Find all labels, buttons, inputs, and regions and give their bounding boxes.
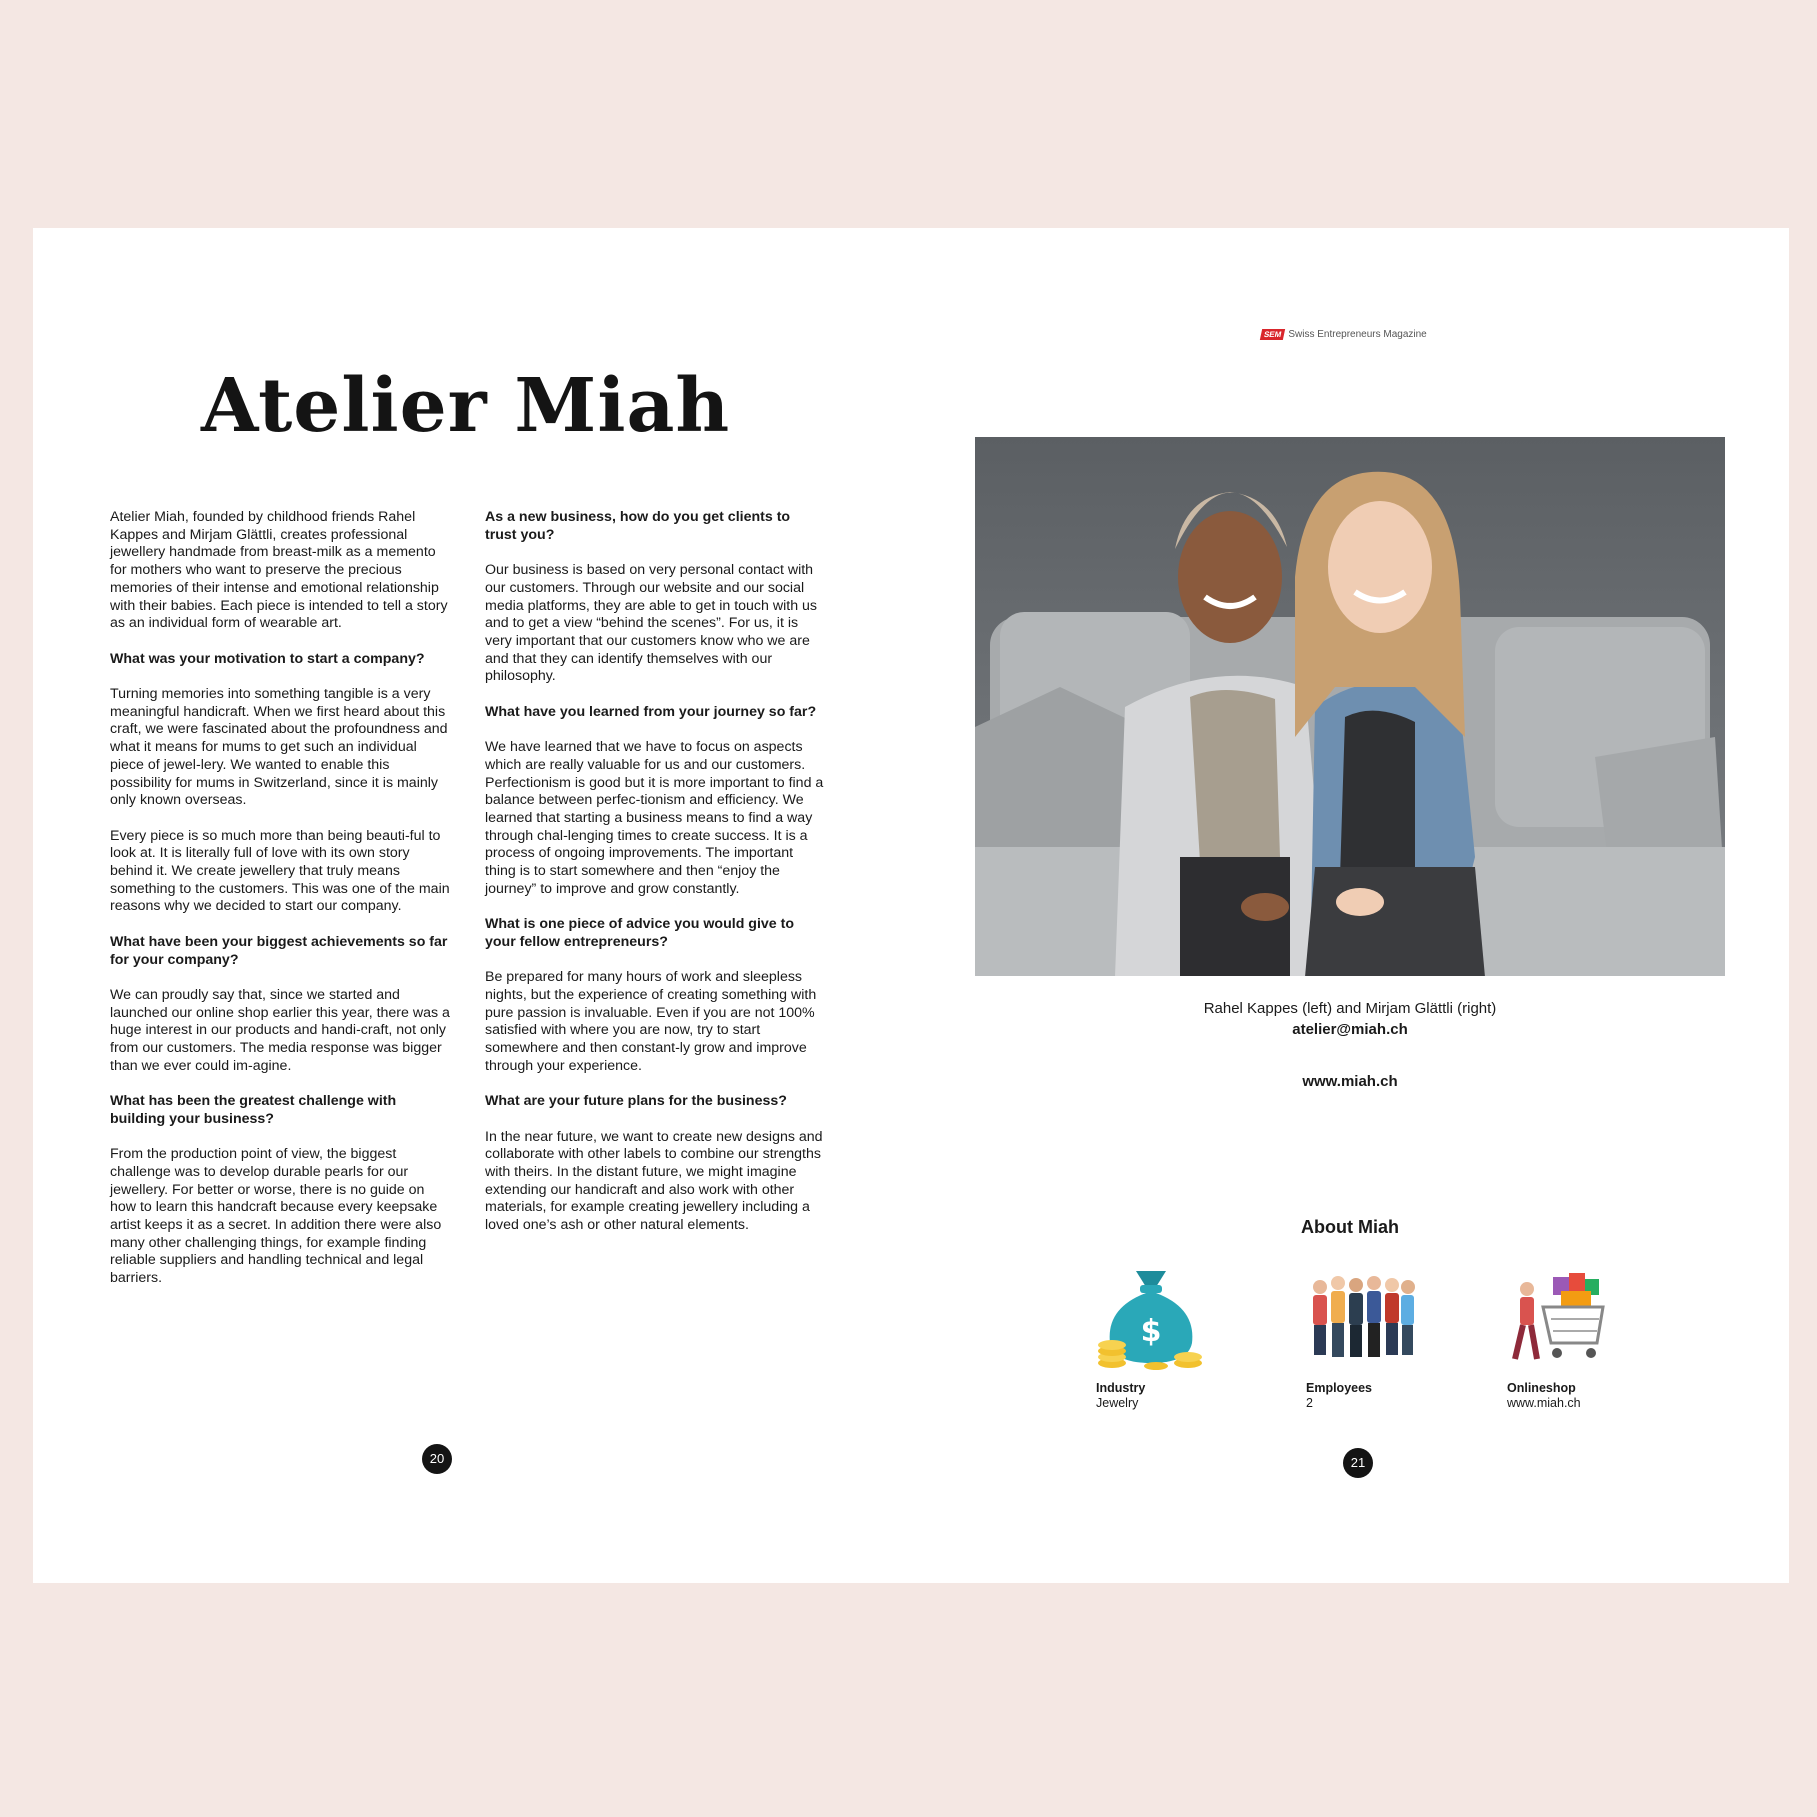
- industry-value: Jewelry: [1096, 1396, 1139, 1410]
- founders-photo-illustration: [975, 437, 1725, 976]
- body-paragraph: Every piece is so much more than being beauti-ful to look at. It is literally full of love with its own story behind it. We create jewellery that truly means something to the customers. This was one of the main reasons why we decided to start our company.: [110, 827, 450, 915]
- body-paragraph: From the production point of view, the biggest challenge was to develop durable pearls for our jewellery. For better or worse, there is no guide on how to learn this handcraft because every keepsake artist keeps it as a secret. In addition there were also many other challenging things, for example finding reliable suppliers and handling technical and legal barriers.: [110, 1146, 442, 1287]
- caption-names: Rahel Kappes (left) and Mirjam Glättli (right): [1203, 1000, 1497, 1017]
- shopping-cart-icon: [1507, 1263, 1617, 1371]
- brand-logo: SEM: [1260, 329, 1286, 340]
- svg-text:$: $: [1140, 1314, 1162, 1349]
- body-paragraph: Be prepared for many hours of work and sleepless nights, but the experience of creating something with pure passion is invaluable. Even if you are not 100% satisfied with where you are now, try to start somewhere and then constant-ly grow and improve through your experience.: [485, 969, 817, 1074]
- interview-question: What have you learned from your journey so far?: [485, 703, 817, 720]
- interview-question: What are your future plans for the business?: [485, 1093, 787, 1110]
- contact-email[interactable]: atelier@miah.ch: [1292, 1021, 1408, 1038]
- interview-question: What have been your biggest achievements so far for your company?: [110, 933, 448, 968]
- employees-value: 2: [1306, 1396, 1313, 1410]
- body-paragraph: We can proudly say that, since we started and launched our online shop earlier this year, there was a huge interest in our products and handi-craft, not only from our customers. The media response was bigger than we ever could im-agine.: [110, 986, 450, 1074]
- founders-photo: [975, 437, 1725, 976]
- article-column-2: [485, 509, 825, 1252]
- magazine-brand: [1261, 329, 1427, 340]
- employees-info: [1306, 1263, 1446, 1410]
- interview-question: What has been the greatest challenge with building your business?: [110, 1093, 397, 1127]
- photo-caption: [975, 998, 1725, 1040]
- money-bag-icon: [1096, 1263, 1206, 1371]
- about-heading: About Miah: [1301, 1217, 1399, 1237]
- page-number-right: 21: [1343, 1448, 1373, 1478]
- onlineshop-info: [1507, 1263, 1647, 1410]
- interview-question: What was your motivation to start a company?: [110, 650, 425, 667]
- page-number-left: 20: [422, 1444, 452, 1474]
- body-paragraph: Turning memories into something tangible is a very meaningful handicraft. When we first heard about this craft, we were fascinated about the profoundness and what it means for mums to get such an individual piece of jewel-lery. We wanted to enable this possibility for mums in Switzerland, since it is mainly only known overseas.: [110, 686, 448, 809]
- website-link[interactable]: www.miah.ch: [1302, 1073, 1398, 1090]
- onlineshop-label: Onlineshop: [1507, 1381, 1576, 1395]
- body-paragraph: Our business is based on very personal contact with our customers. Through our website and our social media platforms, they are able to get in touch with us and to get a view “behind the scenes”. For us, it is very important that our customers know who we are and that they can identify themselves with our philosophy.: [485, 562, 818, 685]
- employees-label: Employees: [1306, 1381, 1373, 1395]
- article-title: Atelier Miah: [201, 363, 731, 449]
- body-paragraph: Atelier Miah, founded by childhood friends Rahel Kappes and Mirjam Glättli, creates professional jewellery handmade from breast-milk as a memento for mothers who want to preserve the precious memories of their intense and emotional relationship with their babies. Each piece is intended to tell a story as an individual form of wearable art.: [110, 509, 448, 632]
- interview-question: As a new business, how do you get clients to trust you?: [485, 509, 791, 543]
- article-column-1: [110, 509, 450, 1306]
- industry-label: Industry: [1096, 1381, 1146, 1395]
- people-group-icon: [1306, 1263, 1416, 1371]
- body-paragraph: In the near future, we want to create new designs and collaborate with other labels to combine our strengths with theirs. In the distant future, we might imagine extending our handicraft and also work with other materials, for example creating jewellery including a loved one’s ash or other natural elements.: [485, 1128, 823, 1234]
- industry-info: [1096, 1263, 1236, 1410]
- magazine-spread: [33, 228, 1789, 1583]
- onlineshop-value[interactable]: www.miah.ch: [1507, 1396, 1581, 1410]
- brand-name: Swiss Entrepreneurs Magazine: [1288, 329, 1427, 340]
- interview-question: What is one piece of advice you would give to your fellow entrepreneurs?: [485, 916, 795, 950]
- body-paragraph: We have learned that we have to focus on aspects which are really valuable for us and our customers. Perfectionism is good but it is more important to find a balance between perfec-tionism and efficiency. We learned that starting a business means to find a way through chal-lenging times to create success. It is a process of ongoing improvements. The important thing is to start somewhere and then “enjoy the journey” to improve and grow constantly.: [485, 739, 824, 897]
